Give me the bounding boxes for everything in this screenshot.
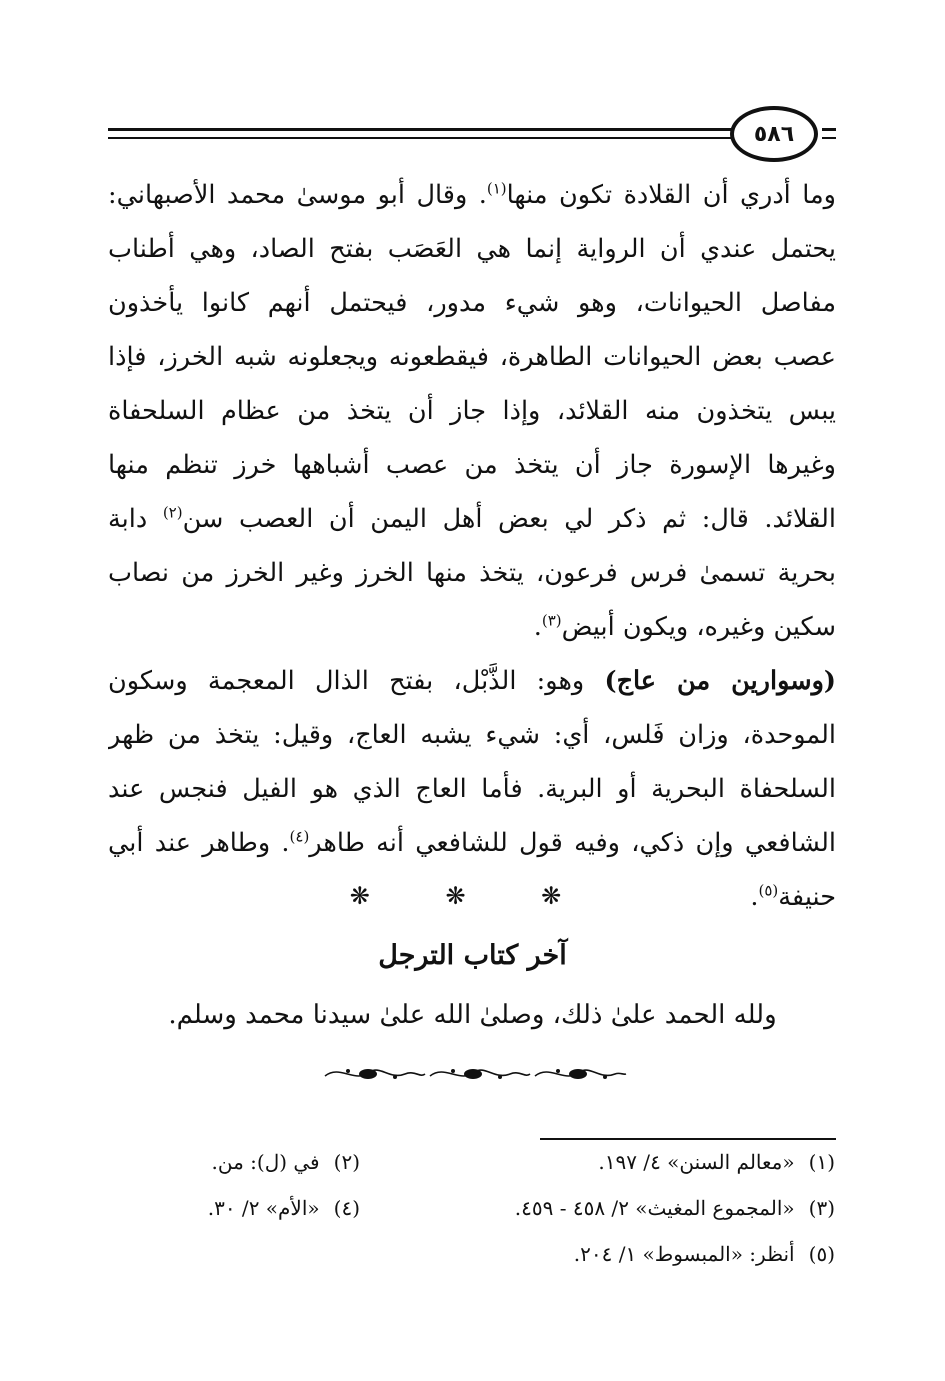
- footnote-1: [598, 1150, 835, 1174]
- quoted-lemma: (وسوارين من عاج): [604, 666, 836, 696]
- footnote-number: (٢): [333, 1150, 360, 1174]
- footnote-number: (٣): [808, 1196, 835, 1220]
- closing-doxology: ولله الحمد علىٰ ذلك، وصلىٰ الله علىٰ سيدنا محمد وسلم.: [168, 1000, 777, 1030]
- footnote-number: (٥): [808, 1242, 835, 1266]
- body-text: [108, 168, 836, 924]
- header-rule-top: [108, 128, 732, 131]
- text-segment: مفاصل الحيوانات، وهو شيء مدور، فيحتمل أنهم كانوا يأخذون: [108, 288, 836, 318]
- text-line: [108, 222, 836, 276]
- text-segment: .: [750, 882, 759, 912]
- footnote-marker: (٥): [758, 881, 779, 900]
- text-line: [108, 762, 836, 816]
- text-line: [108, 546, 836, 600]
- text-segment: وما أدري أن القلادة تكون منها: [506, 180, 836, 210]
- footnote-separator: [540, 1138, 836, 1140]
- text-line: [108, 708, 836, 762]
- footnote-5: [574, 1242, 835, 1266]
- footnote-4: [208, 1196, 360, 1220]
- header-rule-stub-bottom: [822, 137, 836, 139]
- footnote-text: في (ل): من.: [211, 1150, 320, 1174]
- text-line: [108, 816, 836, 870]
- footnote-marker: (٢): [162, 503, 183, 522]
- footnote-marker: (٣): [541, 611, 562, 630]
- text-line: [108, 600, 836, 654]
- text-segment: سكين وغيره، ويكون أبيض: [561, 612, 836, 642]
- header-rule-stub-top: [822, 128, 836, 131]
- text-segment: .: [533, 612, 542, 642]
- footnote-text: «المجموع المغيث» ٢/ ٤٥٨ - ٤٥٩.: [514, 1196, 795, 1220]
- text-segment: وهو: الذَّبْل، بفتح الذال المعجمة وسكون: [108, 666, 605, 696]
- text-segment: . وقال أبو موسىٰ محمد الأصبهاني:: [108, 180, 487, 210]
- text-line: [108, 330, 836, 384]
- header-rule-bottom: [108, 137, 732, 139]
- footnote-marker: (١): [486, 179, 507, 198]
- text-segment: وغيرها الإسورة جاز أن يتخذ من عصب أشباهها خرز تنظم منها: [108, 450, 836, 480]
- footnote-number: (١): [808, 1150, 835, 1174]
- text-segment: عصب بعض الحيوانات الطاهرة، فيقطعونه ويجعلونه شبه الخرز، فإذا: [108, 342, 836, 372]
- footnote-2: [212, 1150, 361, 1174]
- text-segment: حنيفة: [778, 882, 836, 912]
- footnote-text: أنظر: «المبسوط» ١/ ٢٠٤.: [573, 1242, 795, 1266]
- section-divider-stars: ❋ ❋ ❋: [349, 882, 596, 910]
- text-segment: . وطاهر عند أبي: [108, 828, 290, 858]
- text-segment: السلحفاة البحرية أو البرية. فأما العاج الذي هو الفيل فنجس عند: [108, 774, 836, 804]
- text-line: [108, 384, 836, 438]
- page-number: ٥٨٦: [730, 106, 818, 162]
- text-segment: يبس يتخذون منه القلائد، وإذا جاز أن يتخذ من عظام السلحفاة: [108, 396, 836, 426]
- closing-title: آخر كتاب الترجل: [378, 940, 567, 971]
- text-line: [108, 168, 836, 222]
- footnote-text: «معالم السنن» ٤/ ١٩٧.: [598, 1150, 795, 1174]
- text-line: [108, 492, 836, 546]
- text-segment: يحتمل عندي أن الرواية إنما هي العَصَب بفتح الصاد، وهي أطناب: [108, 234, 836, 264]
- text-segment: الموحدة، وزان فَلس، أي: شيء يشبه العاج، وقيل: يتخذ من ظهر: [108, 720, 836, 750]
- ornament-flourish-icon: [320, 1060, 630, 1088]
- text-line: [108, 276, 836, 330]
- text-segment: دابة: [108, 504, 163, 534]
- footnote-3: [515, 1196, 835, 1220]
- text-segment: القلائد. قال: ثم ذكر لي بعض أهل اليمن أن العصب سن: [182, 504, 836, 534]
- footnote-marker: (٤): [289, 827, 310, 846]
- footnote-number: (٤): [333, 1196, 360, 1220]
- text-line: [108, 654, 836, 708]
- text-segment: الشافعي وإن ذكي، وفيه قول للشافعي أنه طاهر: [309, 828, 836, 858]
- text-segment: بحرية تسمىٰ فرس فرعون، يتخذ منها الخرز وغير الخرز من نصاب: [108, 558, 836, 588]
- footnote-text: «الأم» ٢/ ٣٠.: [207, 1196, 320, 1220]
- text-line: [108, 438, 836, 492]
